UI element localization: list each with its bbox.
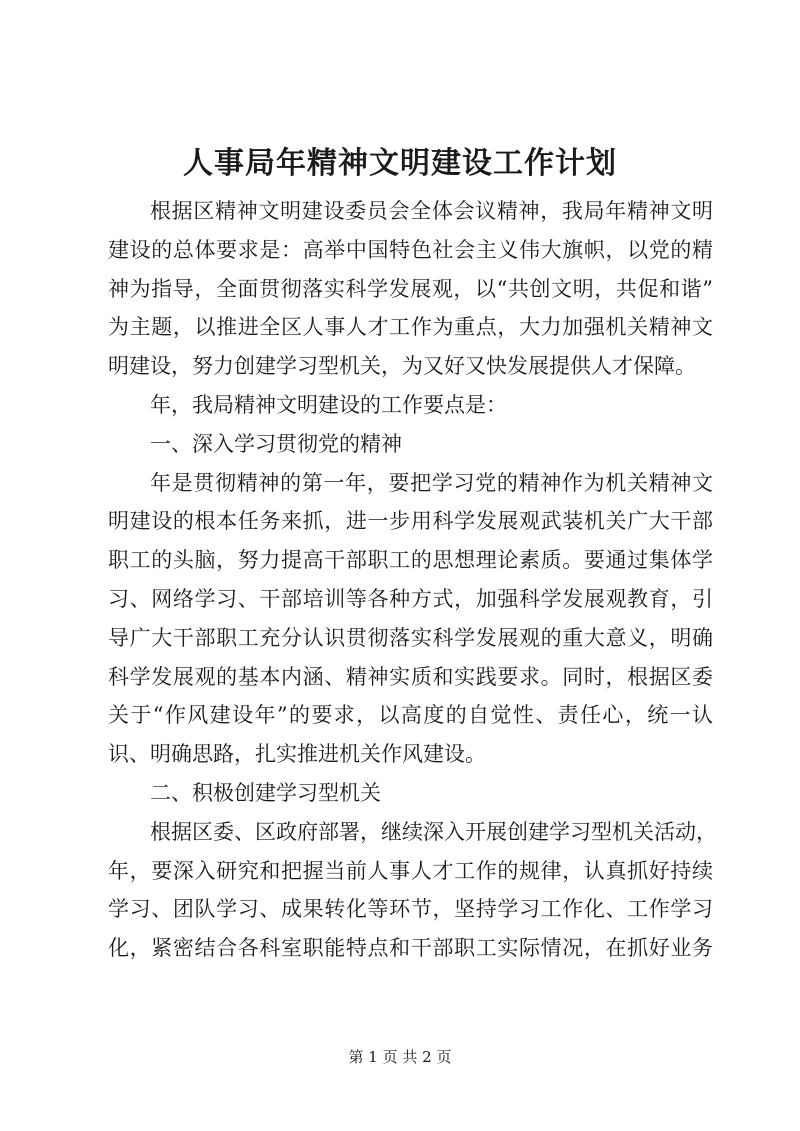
text-line: 年是贯彻精神的第一年，要把学习党的精神作为机关精神文 bbox=[150, 470, 713, 495]
text-line: 年，要深入研究和把握当前人事人才工作的规律，认真抓好持续 bbox=[108, 858, 713, 883]
text-line: 习、网络学习、干部培训等各种方式，加强科学发展观教育，引 bbox=[108, 586, 713, 611]
document-title: 人事局年精神文明建设工作计划 bbox=[183, 146, 617, 181]
text-line: 关于“作风建设年”的要求，以高度的自觉性、责任心，统一认 bbox=[108, 703, 713, 728]
text-line: 年，我局精神文明建设的工作要点是： bbox=[150, 392, 507, 417]
text-line: 根据区精神文明建设委员会全体会议精神，我局年精神文明 bbox=[150, 199, 713, 223]
text-line: 明建设，努力创建学习型机关，为又好又快发展提供人才保障。 bbox=[108, 354, 696, 379]
text-line: 神为指导，全面贯彻落实科学发展观，以“共创文明，共促和谐” bbox=[108, 276, 713, 301]
text-line: 学习、团队学习、成果转化等环节，坚持学习工作化、工作学习 bbox=[108, 897, 713, 922]
text-line: 识、明确思路，扎实推进机关作风建设。 bbox=[108, 742, 486, 767]
text-line: 职工的头脑，努力提高干部职工的思想理论素质。要通过集体学 bbox=[108, 548, 713, 573]
text-line: 建设的总体要求是：高举中国特色社会主义伟大旗帜，以党的精 bbox=[108, 237, 713, 262]
text-line: 化，紧密结合各科室职能特点和干部职工实际情况，在抓好业务 bbox=[108, 936, 713, 961]
text-line: 导广大干部职工充分认识贯彻落实科学发展观的重大意义，明确 bbox=[108, 625, 713, 650]
document-body bbox=[108, 192, 717, 968]
section-heading: 一、深入学习贯彻党的精神 bbox=[150, 431, 402, 456]
text-line: 为主题，以推进全区人事人才工作为重点，大力加强机关精神文 bbox=[108, 315, 713, 340]
text-line: 科学发展观的基本内涵、精神实质和实践要求。同时，根据区委 bbox=[108, 664, 713, 689]
page-footer: 第 1 页 共 2 页 bbox=[348, 1048, 452, 1066]
text-line: 明建设的根本任务来抓，进一步用科学发展观武装机关广大干部 bbox=[108, 509, 713, 534]
text-line: 根据区委、区政府部署，继续深入开展创建学习型机关活动， bbox=[150, 819, 717, 844]
section-heading: 二、积极创建学习型机关 bbox=[150, 780, 381, 805]
